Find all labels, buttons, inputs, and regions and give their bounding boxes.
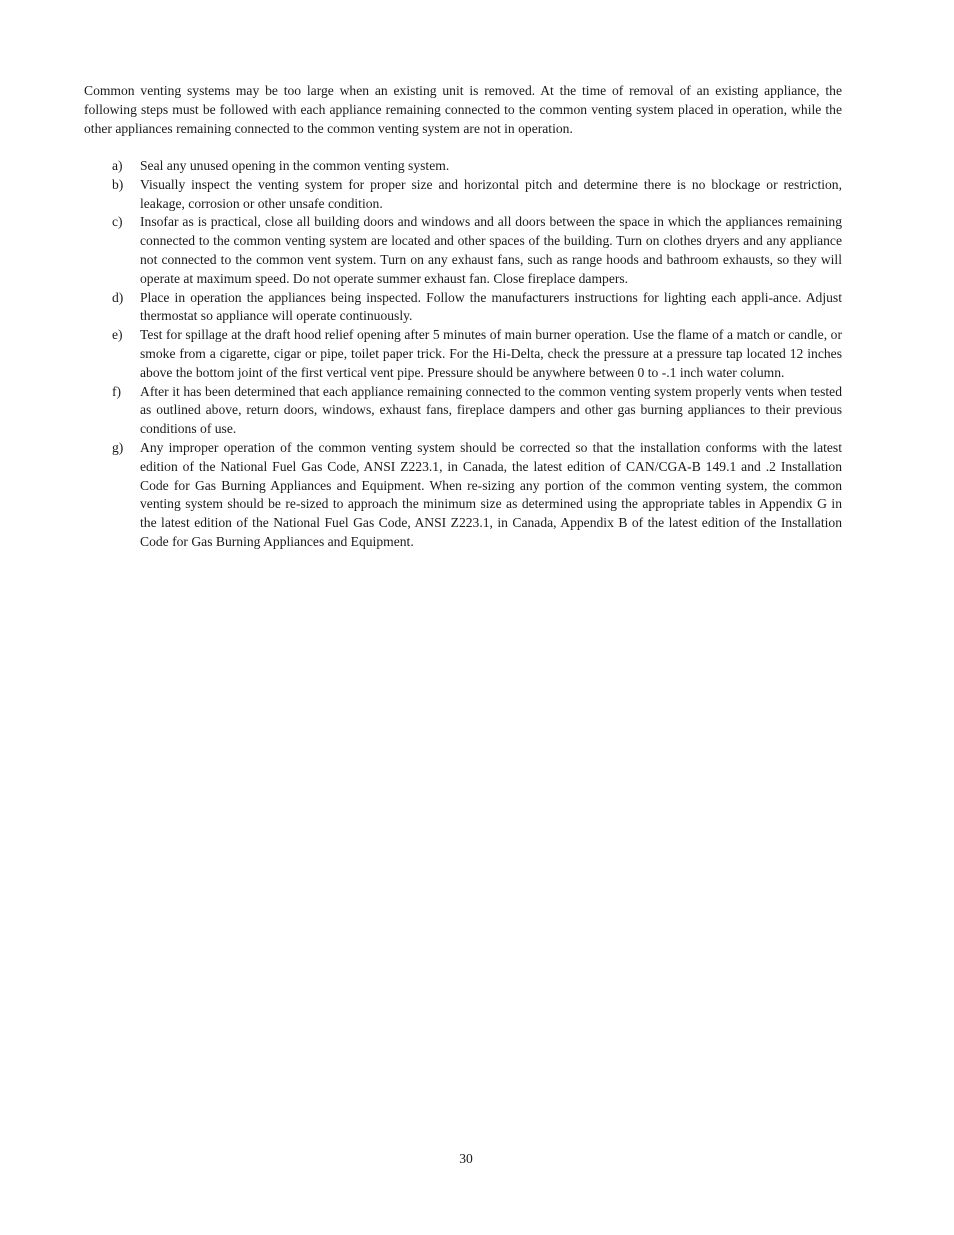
step-marker: a): [112, 158, 123, 173]
step-g: [84, 439, 842, 552]
step-text: Insofar as is practical, close all building doors and windows and all doors between the space in which the appliances remaining connected to the common venting system are located and other spaces of the building. Turn on clothes dryers and any appliance not connected to the common vent system. Turn on any exhaust fans, such as range hoods and bathroom exhausts, so they will operate at maximum speed. Do not operate summer exhaust fan. Close fireplace dampers.: [140, 214, 842, 286]
step-marker: e): [112, 327, 123, 343]
step-text: Place in operation the appliances being inspected. Follow the manufacturers instructions for lighting each appli-ance. Adjust thermostat so appliance will operate continuously.: [140, 289, 842, 324]
step-text: Seal any unused opening in the common venting system.: [140, 158, 450, 173]
step-text: After it has been determined that each appliance remaining connected to the common venting system properly vents when tested as outlined above, return doors, windows, exhaust fans, fireplace dampers and other gas burning appliances to their previous conditions of use.: [140, 383, 842, 437]
step-a: [84, 157, 842, 176]
step-e: [84, 326, 842, 382]
venting-steps-list: [84, 157, 842, 552]
step-f: [84, 383, 842, 439]
intro-paragraph: Common venting systems may be too large when an existing unit is removed. At the time of removal of an existing appliance, the following steps must be followed with each appliance remaining connected to the common venting system placed in operation, while the other appliances remaining connected to the common venting system are not in operation.: [84, 83, 842, 136]
step-text: Any improper operation of the common venting system should be corrected so that the installation conforms with the latest edition of the National Fuel Gas Code, ANSI Z223.1, in Canada, the latest edition of CAN/CGA-B 149.1 and .2 Installation Code for Gas Burning Appliances and Equipment. When re-sizing any portion of the common venting system, the common venting system should be re-sized to approach the minimum size as determined using the appropriate tables in Appendix G in the latest edition of the National Fuel Gas Code, ANSI Z223.1, in Canada, Appendix B of the latest edition of the Installation Code for Gas Burning Appliances and Equipment.: [140, 439, 842, 549]
step-marker: g): [112, 439, 124, 455]
step-c: [84, 213, 842, 288]
step-marker: f): [112, 383, 122, 399]
step-marker: d): [112, 289, 124, 305]
step-text: Visually inspect the venting system for proper size and horizontal pitch and determine there is no blockage or restriction, leakage, corrosion or other unsafe condition.: [140, 176, 842, 211]
page-number: 30: [459, 1151, 473, 1166]
step-d: [84, 289, 842, 327]
step-marker: b): [112, 176, 124, 192]
step-text: Test for spillage at the draft hood relief opening after 5 minutes of main burner operation. Use the flame of a match or candle, or smoke from a cigarette, cigar or pipe, toilet paper trick. For the Hi-Delta, check the pressure at a pressure tap located 12 inches above the bottom joint of the first vertical vent pipe. Pressure should be anywhere between 0 to -.1 inch water column.: [140, 327, 842, 380]
step-b: [84, 176, 842, 214]
step-marker: c): [112, 214, 123, 230]
